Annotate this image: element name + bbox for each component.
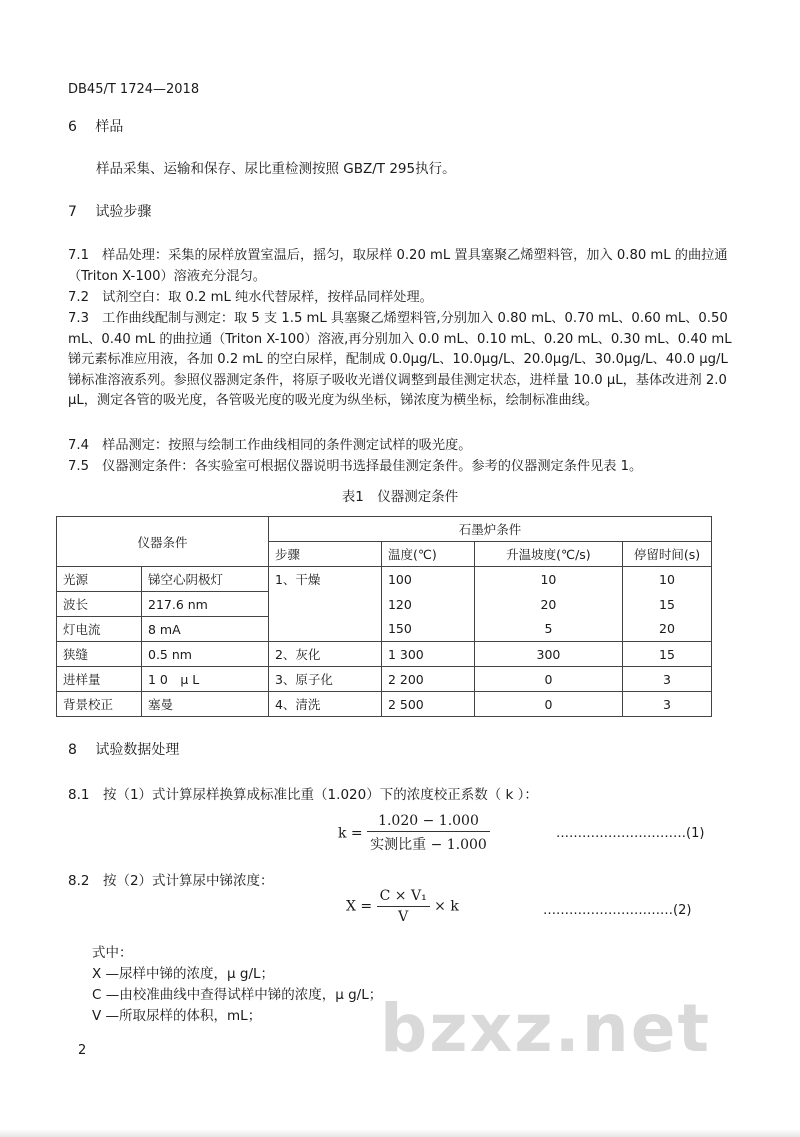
paragraph-7-2: 7.2 试剂空白：取 0.2 mL 纯水代替尿样，按样品同样处理。 <box>68 290 433 305</box>
step-ramp: 300 <box>474 642 622 667</box>
section-6-text: 样品采集、运输和保存、尿比重检测按照 GBZ/T 295执行。 <box>96 161 456 177</box>
col-ramp: 升温坡度(℃/s) <box>474 542 622 567</box>
section-number: 7 <box>68 204 77 220</box>
instrument-name: 背景校正 <box>57 692 142 717</box>
definition-v: V —所取尿样的体积，mL； <box>92 1008 262 1024</box>
table-caption: 表1 仪器测定条件 <box>341 489 459 505</box>
instrument-conditions-table <box>56 516 712 717</box>
section-6-heading <box>68 117 123 137</box>
instrument-value: 8 mA <box>142 617 269 642</box>
table-header-row <box>57 517 712 542</box>
definition-c: C —由校准曲线中查得试样中锑的浓度，μ g/L； <box>92 987 383 1003</box>
step-ramp: 20 <box>474 592 622 617</box>
step-hold: 15 <box>622 642 711 667</box>
header-instrument-conditions: 仪器条件 <box>57 517 269 567</box>
section-title: 试验数据处理 <box>95 742 180 758</box>
step-temperature: 1 300 <box>381 642 474 667</box>
step-ramp: 0 <box>474 667 622 692</box>
step-hold: 10 <box>622 567 711 592</box>
formula-denominator: 实测比重 − 1.000 <box>370 837 487 853</box>
paragraph-7-5: 7.5 仪器测定条件：各实验室可根据仪器说明书选择最佳测定条件。参考的仪器测定条件见表 1。 <box>68 459 643 474</box>
step-temperature: 2 200 <box>381 667 474 692</box>
section-number: 6 <box>68 119 77 135</box>
step-name: 2、灰化 <box>268 642 381 667</box>
equation-number-1: …………………………(1) <box>556 826 705 841</box>
table-row <box>57 642 712 667</box>
instrument-name: 波长 <box>57 592 142 617</box>
standard-code-header: DB45/T 1724—2018 <box>68 82 200 97</box>
col-step: 步骤 <box>268 542 381 567</box>
step-temperature: 120 <box>381 592 474 617</box>
header-furnace-conditions: 石墨炉条件 <box>268 517 711 542</box>
section-title: 试验步骤 <box>95 204 152 220</box>
table-row <box>57 667 712 692</box>
formula-rhs: × k <box>434 898 459 915</box>
paragraph-7-4: 7.4 样品测定：按照与绘制工作曲线相同的条件测定试样的吸光度。 <box>68 438 472 453</box>
col-temperature: 温度(℃) <box>381 542 474 567</box>
section-number: 8 <box>68 742 77 758</box>
instrument-value: 217.6 nm <box>142 592 269 617</box>
paragraph-7-1: 7.1 样品处理：采集的尿样放置室温后，摇匀，取尿样 0.20 mL 置具塞聚乙烯塑料管，加入 0.80 mL 的曲拉通（Triton X-100）溶液充分混匀。 <box>68 248 728 284</box>
step-hold: 3 <box>622 692 711 717</box>
formula-lhs: X = <box>346 898 373 915</box>
instrument-name: 狭缝 <box>57 642 142 667</box>
instrument-value: 1 0 μ L <box>142 667 269 692</box>
step-temperature: 150 <box>381 617 474 642</box>
formula-lhs: k = <box>338 825 363 842</box>
formula-numerator: 1.020 − 1.000 <box>367 813 490 832</box>
formula-1 <box>338 813 490 854</box>
instrument-name: 灯电流 <box>57 617 142 642</box>
step-name: 3、原子化 <box>268 667 381 692</box>
step-ramp: 5 <box>474 617 622 642</box>
paragraph-8-1: 8.1 按（1）式计算尿样换算成标准比重（1.020）下的浓度校正系数（ k ）： <box>68 787 538 803</box>
definition-x: X —尿样中锑的浓度，μ g/L； <box>92 966 275 982</box>
instrument-value: 0.5 nm <box>142 642 269 667</box>
site-watermark: bzxz.net <box>380 990 712 1067</box>
formula-numerator: C × V₁ <box>377 888 430 907</box>
instrument-value: 锑空心阴极灯 <box>142 567 269 592</box>
step-name: 4、清洗 <box>268 692 381 717</box>
section-7-heading <box>68 202 151 222</box>
step-name <box>268 617 381 642</box>
step-name: 1、干燥 <box>268 567 381 592</box>
page-bottom-edge <box>0 1129 800 1137</box>
instrument-name: 光源 <box>57 567 142 592</box>
step-ramp: 0 <box>474 692 622 717</box>
step-hold: 20 <box>622 617 711 642</box>
col-hold-time: 停留时间(s) <box>622 542 711 567</box>
page-number: 2 <box>78 1043 87 1058</box>
step-temperature: 2 500 <box>381 692 474 717</box>
where-label: 式中： <box>92 945 133 961</box>
formula-denominator: V <box>398 909 409 925</box>
step-hold: 3 <box>622 667 711 692</box>
table-row <box>57 592 712 617</box>
step-ramp: 10 <box>474 567 622 592</box>
instrument-name: 进样量 <box>57 667 142 692</box>
formula-2 <box>346 888 459 925</box>
section-8-heading <box>68 740 179 760</box>
paragraph-8-2: 8.2 按（2）式计算尿中锑浓度： <box>68 873 274 889</box>
formula-fraction <box>377 888 430 925</box>
step-hold: 15 <box>622 592 711 617</box>
paragraph-7-3: 7.3 工作曲线配制与测定：取 5 支 1.5 mL 具塞聚乙烯塑料管,分别加入 0.80 mL、0.70 mL、0.60 mL、0.50 mL、0.40 mL 的曲拉通（Triton X-100）溶液,再分别加入 0.0 mL、0.10 mL、0.20 mL、0.30 mL、0.40 mL 锑元素标准应用液，各加 0.2 mL 的空白尿样，配制成 0.0μg/L、10.0μg/L、20.0μg/L、30.0μg/L、40.0 μg/L 锑标准溶液系列。参照仪器测定条件，将原子吸收光谱仪调整到最佳测定状态，进样量 10.0 μL，基体改进剂 2.0 μL，测定各管的吸光度，各管吸光度的吸光度为纵坐标，锑浓度为横坐标，绘制标准曲线。 <box>68 311 732 408</box>
step-temperature: 100 <box>381 567 474 592</box>
instrument-value: 塞曼 <box>142 692 269 717</box>
equation-number-2: …………………………(2) <box>543 903 692 918</box>
table-row <box>57 617 712 642</box>
table-row <box>57 567 712 592</box>
step-name <box>268 592 381 617</box>
table-row <box>57 692 712 717</box>
formula-fraction <box>367 813 490 854</box>
section-title: 样品 <box>95 119 124 135</box>
